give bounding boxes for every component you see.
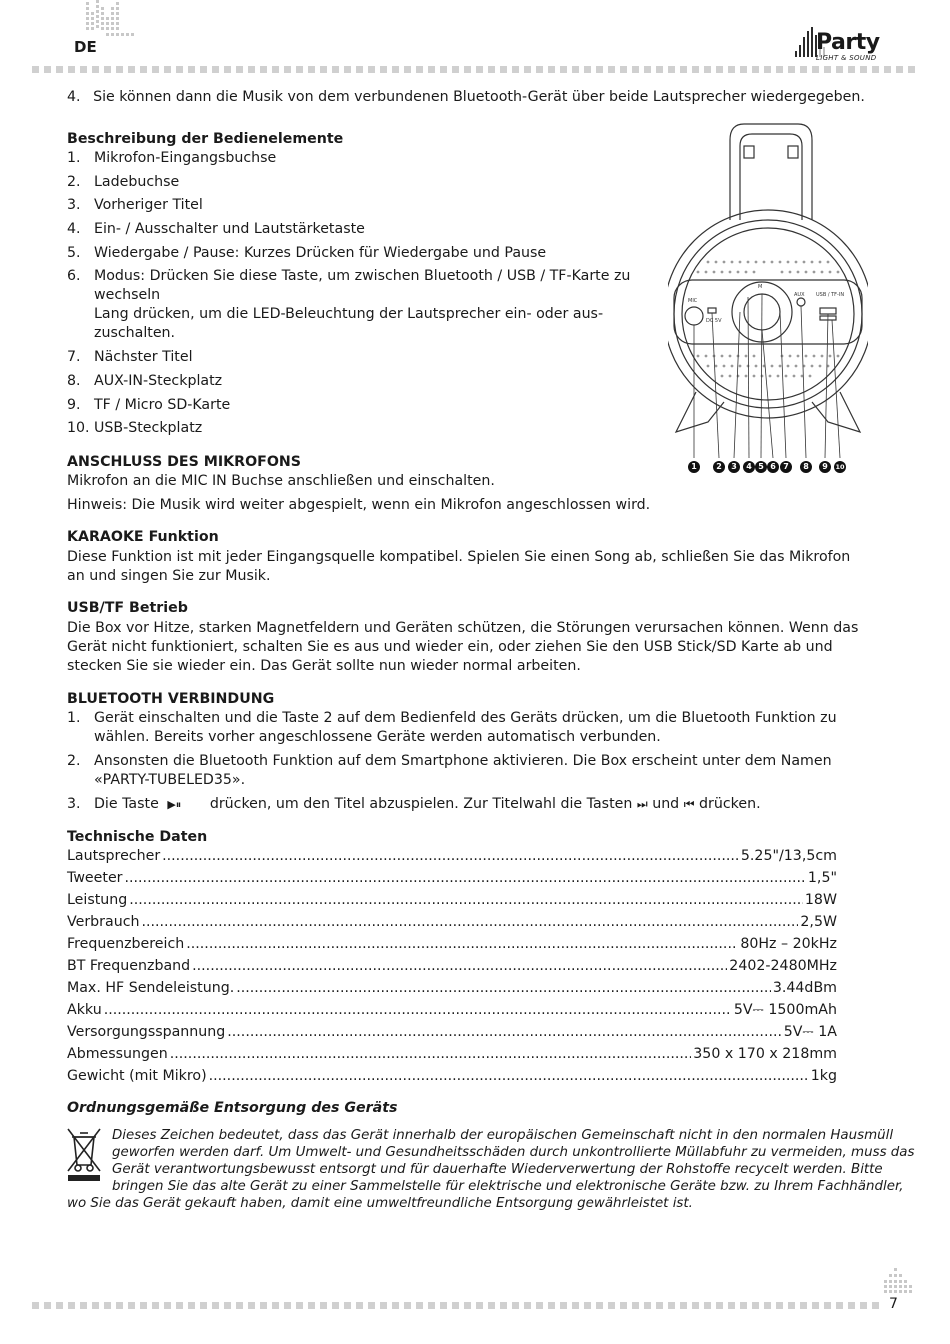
spec-row: Max. HF Sendeleistung. ..... 3.44dBm <box>67 976 837 998</box>
spec-row: Tweeter ..... 1,5" <box>67 866 837 888</box>
next-track-icon: ⏭ <box>636 797 648 811</box>
brand-name: Party <box>816 30 880 55</box>
karaoke-line-2: an und singen Sie zur Musik. <box>67 568 271 584</box>
mic-line-2: Hinweis: Die Musik wird weiter abgespielt, wenn ein Mikrofon angeschlossen wird. <box>67 497 651 513</box>
header-dotted-rule <box>32 66 917 73</box>
callout-8: 8 <box>800 461 812 473</box>
usbtf-heading: USB/TF Betrieb <box>67 600 188 616</box>
brand-subtitle: LIGHT & SOUND <box>816 54 877 62</box>
list-item: 7. Nächster Titel <box>67 349 193 366</box>
mic-heading: ANSCHLUSS DES MIKROFONS <box>67 454 301 470</box>
usbtf-line-1: Die Box vor Hitze, starken Magnetfeldern und Geräten schützen, die Störungen verursachen können. Wenn das <box>67 620 859 636</box>
callout-6: 6 <box>767 461 779 473</box>
panel-label-dc: DC 5V <box>706 318 722 324</box>
play-pause-icon: ▶⏸ <box>167 798 182 811</box>
bt-step-1: 1. Gerät einschalten und die Taste 2 auf dem Bedienfeld des Geräts drücken, um die Bluetooth Funktion zu wählen. Bereits vorher angeschlossene Geräte werden automatisch verbunden. <box>67 710 837 745</box>
list-item: 3. Vorheriger Titel <box>67 197 203 214</box>
footer-equalizer-logo <box>880 1266 920 1302</box>
disposal-heading: Ordnungsgemäße Entsorgung des Geräts <box>67 1100 398 1116</box>
disposal-text: Dieses Zeichen bedeutet, dass das Gerät innerhalb der europäischen Gemeinschaft nicht in den normalen Hausmüll geworfen werden darf. Um Umwelt- und Gesundheitsschäden durch unkontrollierte Müllabfuhr zu vermeiden, muss das Gerät verantwortungsbewusst entsorgt und für dauerhafte Wiederverwertung der Rohstoffe recycelt werden. Bitte bringen Sie das alte Gerät zu einer Sammelstelle für elektrische und elektronische Geräte bzw. zu Ihrem Fachhändler, wo Sie das Gerät gekauft haben, damit eine umweltfreundliche Entsorgung gewährleistet ist. <box>67 1128 915 1211</box>
list-item: 6. Modus: Drücken Sie diese Taste, um zwischen Bluetooth / USB / TF-Karte zu wechseln Lang drücken, um die LED-Beleuchtung der Lautsprecher ein- oder aus- zuschalten. <box>67 268 631 342</box>
spec-row: Gewicht (mit Mikro) ..... 1kg <box>67 1064 837 1086</box>
callout-2: 2 <box>713 461 725 473</box>
mic-line-1: Mikrofon an die MIC IN Buchse anschließen und einschalten. <box>67 473 495 489</box>
panel-label-m: M <box>758 284 763 290</box>
bt-heading: BLUETOOTH VERBINDUNG <box>67 691 275 707</box>
callout-9: 9 <box>819 461 831 473</box>
bt-step-4-text: Sie können dann die Musik von dem verbundenen Bluetooth-Gerät über beide Lautsprecher wiedergegeben. <box>93 89 865 105</box>
spec-row: Abmessungen ..... 350 x 170 x 218mm <box>67 1042 837 1064</box>
spec-row: Lautsprecher ..... 5.25"/13,5cm <box>67 844 837 866</box>
bt-step-2: 2. Ansonsten die Bluetooth Funktion auf dem Smartphone aktivieren. Die Box erscheint unter dem Namen «PARTY-TUBELED35». <box>67 753 832 788</box>
controls-list <box>67 149 647 443</box>
previous-track-icon: ⏮ <box>683 797 695 811</box>
header-equalizer-logo <box>72 0 136 40</box>
callout-7: 7 <box>780 461 792 473</box>
callout-4: 4 <box>743 461 755 473</box>
callout-5: 5 <box>755 461 767 473</box>
spec-row: Leistung ..... 18W <box>67 888 837 910</box>
list-item: 10. USB-Steckplatz <box>67 420 203 437</box>
callout-10: 10 <box>835 463 845 471</box>
list-item: 9. TF / Micro SD-Karte <box>67 396 231 413</box>
callout-1: 1 <box>688 461 700 473</box>
list-item: 8. AUX-IN-Steckplatz <box>67 372 223 389</box>
karaoke-heading: KARAOKE Funktion <box>67 529 219 545</box>
speaker-control-panel-illustration <box>668 102 868 462</box>
footer-dotted-rule <box>32 1302 882 1309</box>
panel-label-aux: AUX <box>794 292 805 298</box>
language-code: DE <box>74 38 97 56</box>
panel-label-usb: USB / TF-IN <box>816 292 845 298</box>
spec-row: Frequenzbereich ..... 80Hz – 20kHz <box>67 932 837 954</box>
page-number: 7 <box>889 1296 898 1312</box>
bt-step-4-number: 4. <box>67 89 81 105</box>
usbtf-line-2: Gerät nicht funktioniert, schalten Sie es aus und wieder ein, oder ziehen Sie den USB Stick/SD Karte ab und <box>67 639 833 655</box>
bt-step-3: 3. Die Taste ▶⏸ drücken, um den Titel abzuspielen. Zur Titelwahl die Tasten ⏭ und ⏮ drücken. <box>67 796 761 812</box>
spec-row: Akku ..... 5V⎓ 1500mAh <box>67 998 837 1020</box>
panel-label-mic: MIC <box>688 298 698 304</box>
controls-heading: Beschreibung der Bedienelemente <box>67 131 344 147</box>
spec-row: Verbrauch ..... 2,5W <box>67 910 837 932</box>
list-item: 1. Mikrofon-Eingangsbuchse <box>67 150 277 166</box>
list-item: 5. Wiedergabe / Pause: Kurzes Drücken für Wiedergabe und Pause <box>67 244 547 261</box>
callout-3: 3 <box>728 461 740 473</box>
list-item: 4. Ein- / Ausschalter und Lautstärketaste <box>67 221 365 238</box>
spec-row: BT Frequenzband ..... 2402-2480MHz <box>67 954 837 976</box>
karaoke-line-1: Diese Funktion ist mit jeder Eingangsquelle kompatibel. Spielen Sie einen Song ab, schließen Sie das Mikrofon <box>67 549 851 565</box>
list-item: 2. Ladebuchse <box>67 173 180 190</box>
spec-row: Versorgungsspannung ..... 5V⎓ 1A <box>67 1020 837 1042</box>
specs-heading: Technische Daten <box>67 829 208 845</box>
usbtf-line-3: stecken Sie sie wieder ein. Das Gerät sollte nun wieder normal arbeiten. <box>67 658 581 674</box>
